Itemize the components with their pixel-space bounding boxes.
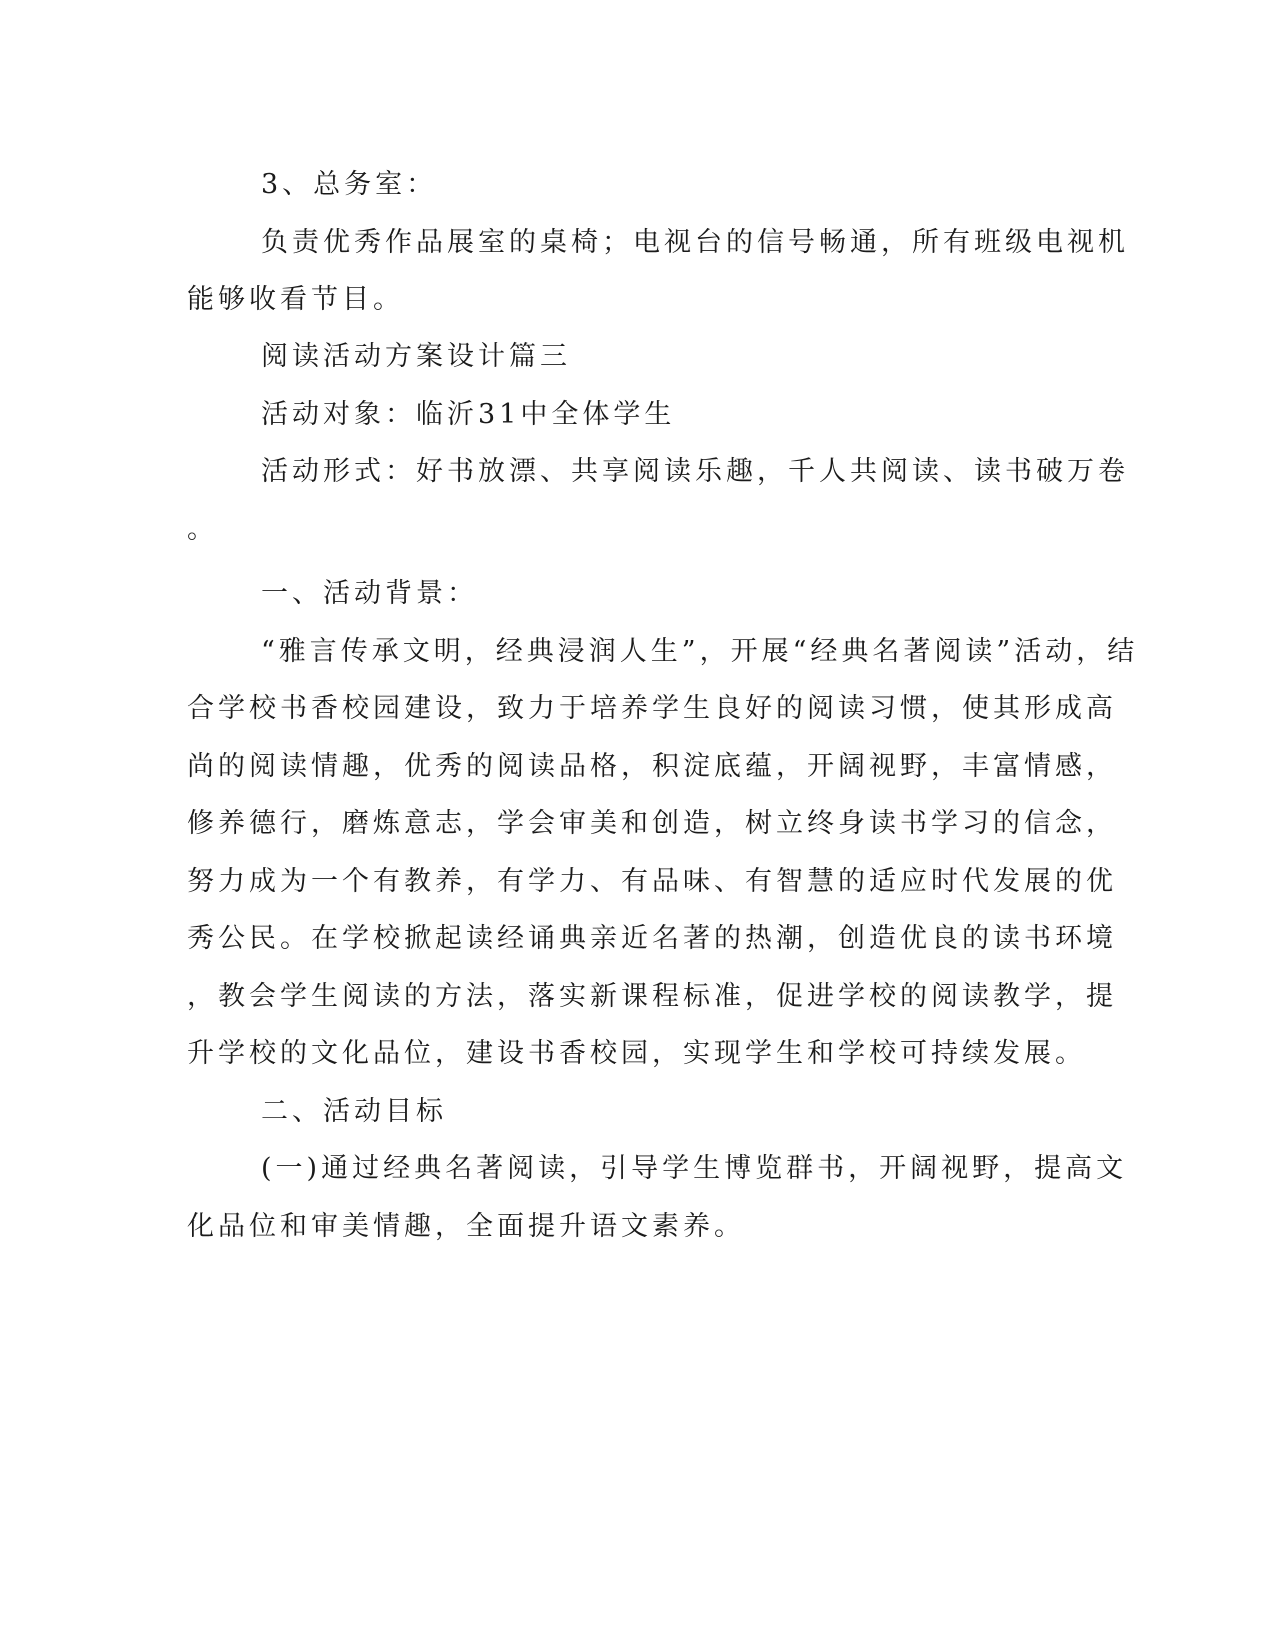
activity-form-line: 活动形式：好书放漂、共享阅读乐趣，千人共阅读、读书破万卷 (261, 456, 1129, 487)
section-title: 阅读活动方案设计篇三 (261, 341, 571, 372)
paragraph-line: 能够收看节目。 (187, 284, 404, 315)
paragraph-line: 化品位和审美情趣，全面提升语文素养。 (187, 1211, 745, 1242)
paragraph-line: “雅言传承文明，经典浸润人生”，开展“经典名著阅读”活动，结 (261, 636, 1139, 667)
section-heading-general-affairs: 3、总务室： (261, 169, 438, 200)
paragraph-line: 修养德行，磨炼意志，学会审美和创造，树立终身读书学习的信念， (187, 808, 1117, 839)
paragraph-line: 努力成为一个有教养，有学力、有品味、有智慧的适应时代发展的优 (187, 866, 1117, 897)
paragraph-line: 尚的阅读情趣，优秀的阅读品格，积淀底蕴，开阔视野，丰富情感， (187, 751, 1117, 782)
paragraph-line: 负责优秀作品展室的桌椅；电视台的信号畅通，所有班级电视机 (261, 227, 1129, 258)
paragraph-line: (一)通过经典名著阅读，引导学生博览群书，开阔视野，提高文 (261, 1153, 1128, 1184)
paragraph-line: ，教会学生阅读的方法，落实新课程标准，促进学校的阅读教学，提 (187, 981, 1117, 1012)
activity-target-line: 活动对象：临沂31中全体学生 (261, 399, 676, 430)
paragraph-line: 秀公民。在学校掀起读经诵典亲近名著的热潮，创造优良的读书环境 (187, 923, 1117, 954)
paragraph-line: 升学校的文化品位，建设书香校园，实现学生和学校可持续发展。 (187, 1038, 1086, 1069)
section-heading-goals: 二、活动目标 (261, 1096, 447, 1127)
section-heading-background: 一、活动背景： (261, 578, 478, 609)
paragraph-line: 合学校书香校园建设，致力于培养学生良好的阅读习惯，使其形成高 (187, 693, 1117, 724)
paragraph-line: 。 (187, 514, 218, 545)
